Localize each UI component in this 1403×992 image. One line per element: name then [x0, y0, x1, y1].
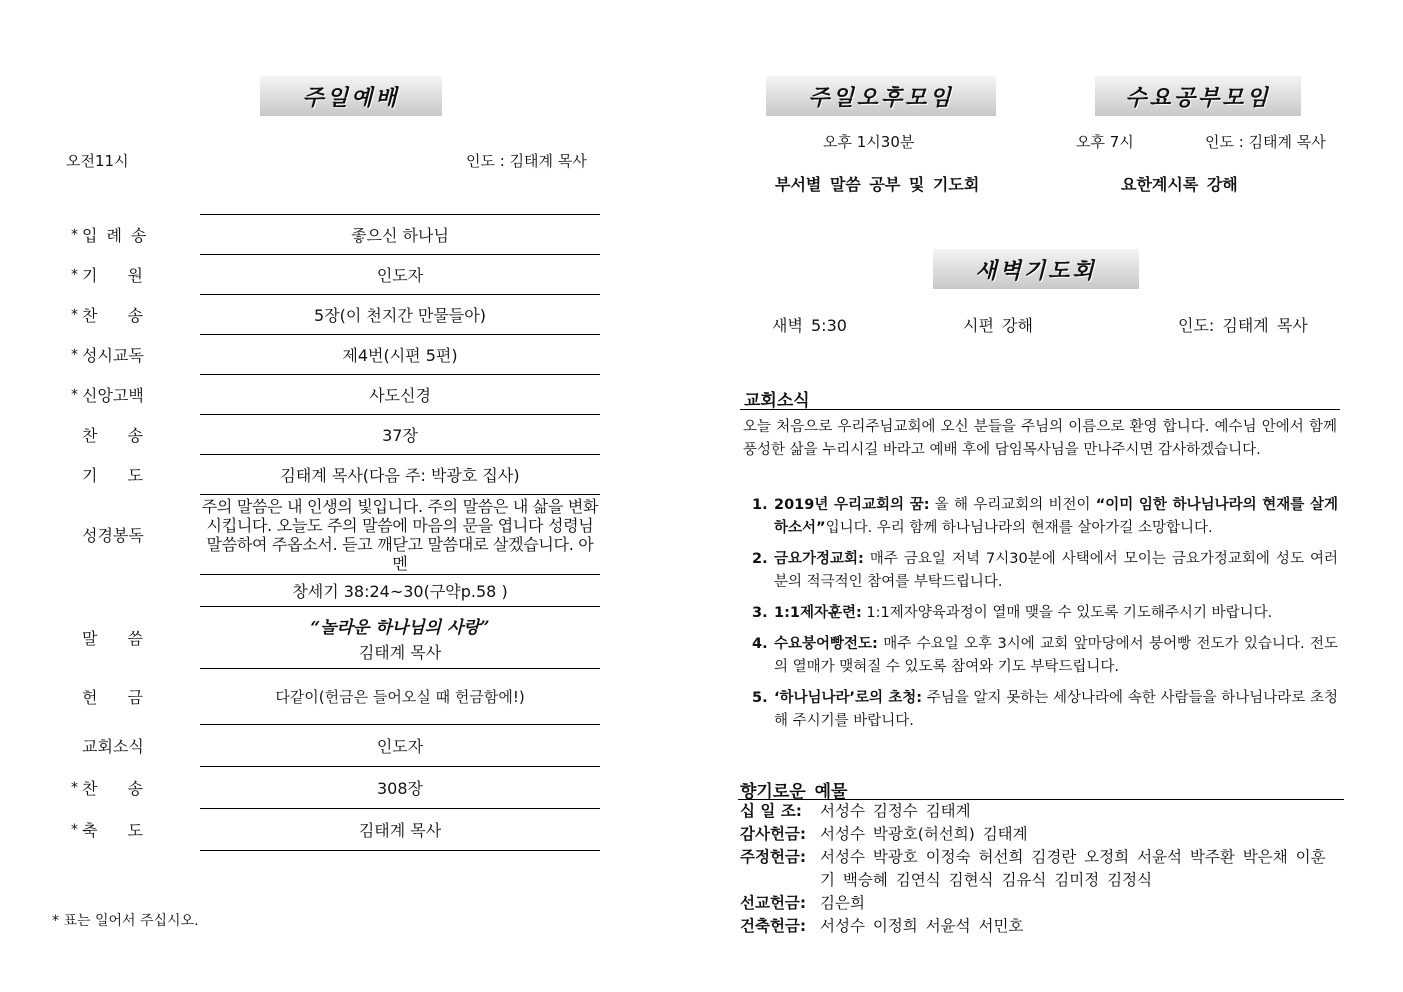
wednesday-study-title-text: 수요공부모임 — [1125, 85, 1271, 111]
news-item — [752, 687, 1338, 733]
order-label: 축도 — [82, 821, 173, 840]
news-item-heading: ‘하나님나라’로의 초청: — [774, 690, 923, 706]
order-label: 교회소식 — [82, 737, 144, 756]
order-label: 기원 — [82, 266, 173, 285]
dawn-leader: 인도: 김태계 목사 — [1178, 316, 1308, 335]
news-item-number: 5. — [752, 690, 768, 706]
stand-marker: * — [71, 821, 78, 838]
order-label: 찬송 — [82, 426, 173, 445]
stand-marker: * — [71, 306, 78, 323]
offering-label: 주정헌금: — [740, 848, 807, 866]
news-item-number: 2. — [752, 551, 768, 567]
order-label: 말씀 — [82, 629, 173, 648]
news-heading: 교회소식 — [744, 391, 810, 411]
wednesday-study-title — [1095, 76, 1301, 116]
stand-marker: * — [71, 346, 78, 363]
sunday-service-leader: 인도 : 김태계 목사 — [466, 152, 587, 170]
afternoon-desc: 부서별 말씀 공부 및 기도회 — [775, 175, 980, 194]
news-item-number: 4. — [752, 636, 768, 652]
order-value: 사도신경 — [200, 375, 600, 415]
stand-marker: * — [71, 226, 78, 243]
offering-label: 감사헌금: — [740, 825, 807, 843]
news-item-heading: 1:1제자훈련: — [774, 605, 862, 621]
order-row — [60, 575, 600, 607]
news-item-text: 매주 수요일 오후 3시에 교회 앞마당에서 붕어빵 전도가 있습니다. 전도의 열매가 맺혀질 수 있도록 참여와 기도 부탁드립니다. — [774, 636, 1338, 675]
news-item-heading: 수요붕어빵전도: — [774, 636, 878, 652]
order-row — [60, 255, 600, 295]
offering-names: 서성수 이정희 서윤석 서민호 — [820, 917, 1024, 935]
news-item-text: 올 해 우리교회의 비전이 — [929, 497, 1096, 513]
order-label: 헌금 — [82, 688, 173, 707]
afternoon-meeting-title — [766, 76, 996, 116]
worship-order-table — [60, 214, 600, 851]
news-item-text: 1:1제자양육과정이 열매 맺을 수 있도록 기도해주시기 바랍니다. — [861, 605, 1273, 621]
offering-names: 서성수 박광호(허선희) 김태계 — [820, 825, 1028, 843]
order-row — [60, 455, 600, 495]
offering-names: 김은희 — [820, 894, 865, 912]
standing-footnote: * 표는 일어서 주십시오. — [52, 913, 199, 929]
order-label: 성시교독 — [82, 346, 144, 365]
wednesday-desc: 요한계시록 강해 — [1121, 175, 1238, 194]
news-item-text-continued: 입니다. 우리 함께 하나님나라의 현재를 살아가길 소망합니다. — [825, 520, 1213, 536]
news-heading-rule — [740, 409, 1340, 410]
order-label: 신앙고백 — [82, 386, 144, 405]
news-item-heading: 2019년 우리교회의 꿈: — [774, 497, 930, 513]
order-value: 김태계 목사(다음 주: 박광호 집사) — [200, 455, 600, 495]
order-label: 기도 — [82, 466, 173, 485]
order-row — [60, 607, 600, 669]
dawn-prayer-title-text: 새벽기도회 — [975, 258, 1097, 284]
order-label: 찬송 — [82, 779, 173, 798]
order-row — [60, 725, 600, 767]
news-item-quote: “이미 임한 하나님나라의 현재를 살게 하소서” — [774, 497, 1338, 536]
dawn-time: 새벽 5:30 — [772, 316, 847, 335]
stand-marker: * — [71, 779, 78, 796]
order-row — [60, 415, 600, 455]
sunday-service-title — [260, 76, 442, 116]
scripture-reading-prayer: 주의 말씀은 내 인생의 빛입니다. 주의 말씀은 내 삶을 변화시킵니다. 오늘도 주의 말씀에 마음의 문을 엽니다 성령님 말씀하여 주옵소서. 듣고 깨닫고 말씀대로 살겠습니다. 아멘 — [201, 496, 599, 573]
news-item — [752, 602, 1338, 625]
news-item-text: 주님을 알지 못하는 세상나라에 속한 사람들을 하나님나라로 초청해 주시기를 바랍니다. — [774, 690, 1338, 729]
dawn-desc: 시편 강해 — [963, 316, 1033, 335]
news-item-heading: 금요가정교회: — [774, 551, 864, 567]
offering-row — [740, 892, 1340, 915]
wednesday-leader: 인도 : 김태계 목사 — [1205, 133, 1326, 151]
sunday-service-title-text: 주일예배 — [302, 85, 400, 111]
news-item-text: 매주 금요일 저녁 7시30분에 사택에서 모이는 금요가정교회에 성도 여러분의 적극적인 참여를 부탁드립니다. — [774, 551, 1338, 590]
sermon-preacher: 김태계 목사 — [358, 642, 442, 662]
order-row — [60, 375, 600, 415]
offering-row — [740, 800, 1340, 823]
order-label: 찬송 — [82, 306, 173, 325]
stand-marker: * — [71, 266, 78, 283]
order-value: 제4번(시편 5편) — [200, 335, 600, 375]
offering-row — [740, 846, 1340, 892]
offering-label: 건축헌금: — [740, 917, 807, 935]
order-value: 37장 — [200, 415, 600, 455]
order-value: 308장 — [200, 767, 600, 809]
order-value: 인도자 — [200, 255, 600, 295]
order-row — [60, 495, 600, 575]
sunday-service-time: 오전11시 — [66, 152, 129, 170]
afternoon-time: 오후 1시30분 — [823, 133, 915, 151]
order-row — [60, 767, 600, 809]
order-value: 다같이(헌금은 들어오실 때 헌금함에!) — [200, 669, 600, 725]
order-row — [60, 295, 600, 335]
sermon-cell — [200, 607, 600, 669]
offering-names: 서성수 박광호 이정숙 허선희 김경란 오정희 서윤석 박주환 박은채 이훈기 백승혜 김연식 김현식 김유식 김미정 김정식 — [820, 848, 1326, 889]
order-label: 입례송 — [82, 226, 156, 245]
news-item — [752, 633, 1338, 679]
news-list — [752, 494, 1338, 741]
offerings-list — [740, 800, 1340, 938]
order-row — [60, 335, 600, 375]
news-item — [752, 494, 1338, 540]
scripture-reference: 창세기 38:24~30(구약p.58 ) — [200, 575, 600, 607]
offering-row — [740, 915, 1340, 938]
offering-label: 선교헌금: — [740, 894, 807, 912]
offering-row — [740, 823, 1340, 846]
news-intro: 오늘 처음으로 우리주님교회에 오신 분들을 주님의 이름으로 환영 합니다. 예수님 안에서 함께 풍성한 삶을 누리시길 바라고 예배 후에 담임목사님을 만나주시면 감사하겠습니다. — [743, 419, 1337, 458]
offerings-heading: 향기로운 예물 — [740, 782, 848, 802]
dawn-prayer-title — [933, 249, 1139, 289]
order-value: 인도자 — [200, 725, 600, 767]
afternoon-meeting-title-text: 주일오후모임 — [808, 85, 954, 111]
news-item-number: 1. — [752, 497, 768, 513]
offering-names: 서성수 김정수 김태계 — [820, 802, 971, 820]
offering-label: 십 일 조: — [740, 802, 802, 820]
wednesday-time: 오후 7시 — [1076, 133, 1134, 151]
order-row — [60, 809, 600, 851]
news-item — [752, 548, 1338, 594]
order-value: 5장(이 천지간 만물들아) — [200, 295, 600, 335]
order-row — [60, 215, 600, 255]
order-value: 좋으신 하나님 — [200, 215, 600, 255]
order-row — [60, 669, 600, 725]
order-label: 성경봉독 — [82, 526, 144, 545]
stand-marker: * — [71, 386, 78, 403]
news-item-number: 3. — [752, 605, 768, 621]
order-value: 김태계 목사 — [200, 809, 600, 851]
sermon-title: “놀라운 하나님의 사랑” — [310, 617, 490, 638]
